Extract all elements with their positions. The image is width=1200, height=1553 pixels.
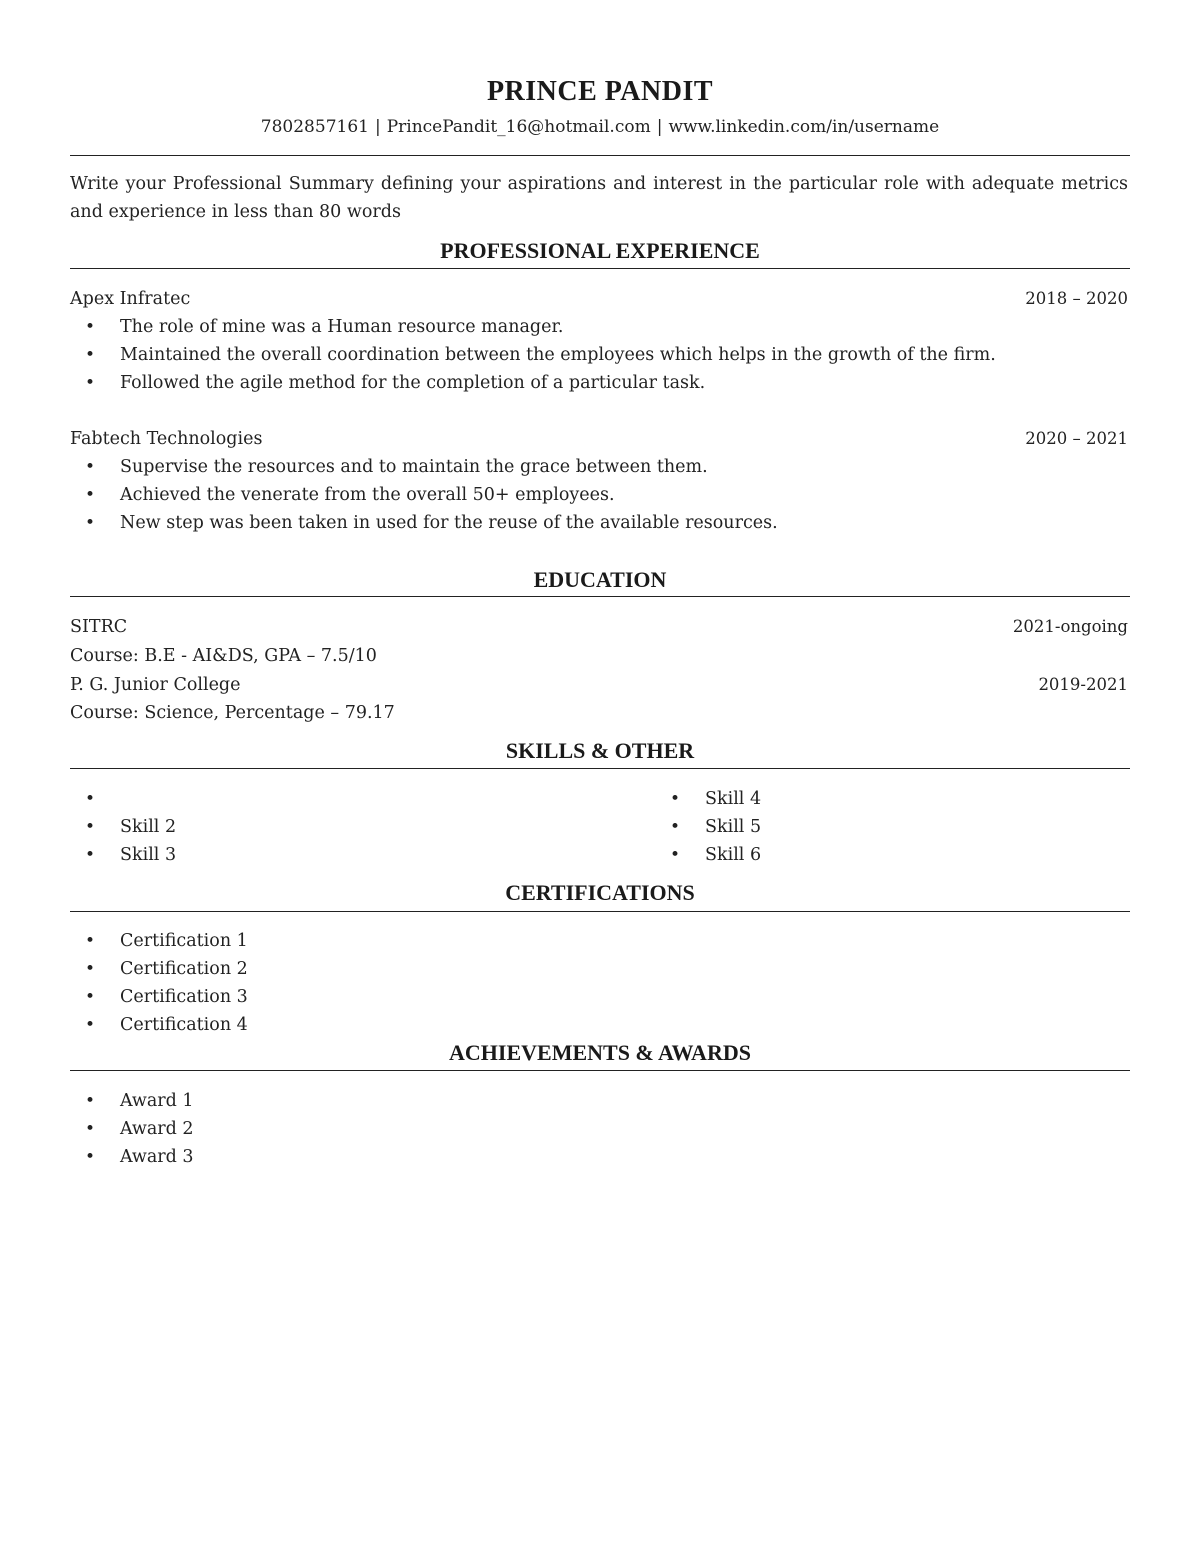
bullet-icon: • [85,345,96,365]
bullet-icon: • [670,789,681,809]
bullet-text: Maintained the overall coordination between the employees which helps in the growth of the firm. [120,345,996,365]
course-detail: Course: B.E - AI&DS, GPA – 7.5/10 [70,646,377,666]
contact-separator: | [374,117,381,137]
job-dates: 2020 – 2021 [1025,429,1128,448]
list-item [70,369,996,397]
list-item [70,813,176,841]
skills-list-left [70,785,176,869]
company-name: Fabtech Technologies [70,429,263,449]
section-divider [70,268,1130,269]
skill-text: Skill 2 [120,817,177,837]
email-address: PrincePandit_16@hotmail.com [386,117,651,137]
award-text: Award 3 [120,1147,194,1167]
job-dates: 2018 – 2020 [1025,289,1128,308]
certification-text: Certification 3 [120,987,248,1007]
list-item [70,841,176,869]
bullet-icon: • [85,317,96,337]
section-title-experience: PROFESSIONAL EXPERIENCE [440,238,760,263]
school-name: SITRC [70,617,128,637]
list-item [70,453,778,481]
list-item [70,1115,194,1143]
candidate-name: PRINCE PANDIT [486,76,714,107]
list-item [655,813,761,841]
job-bullets [70,453,778,537]
awards-list [70,1087,194,1171]
list-item [655,841,761,869]
bullet-text: Supervise the resources and to maintain the grace between them. [120,457,708,477]
list-item [70,1143,194,1171]
list-item [70,1087,194,1115]
bullet-icon: • [85,959,96,979]
award-text: Award 1 [120,1091,194,1111]
bullet-icon: • [670,845,681,865]
list-item [70,955,248,983]
section-title-awards: ACHIEVEMENTS & AWARDS [449,1040,751,1065]
bullet-icon: • [85,931,96,951]
section-divider [70,1070,1130,1071]
certification-text: Certification 2 [120,959,248,979]
skill-text: Skill 5 [705,817,762,837]
certification-text: Certification 1 [120,931,248,951]
bullet-icon: • [85,845,96,865]
award-text: Award 2 [120,1119,194,1139]
company-name: Apex Infratec [70,289,191,309]
bullet-icon: • [85,457,96,477]
contact-line [70,117,1130,137]
list-item [70,509,778,537]
bullet-icon: • [85,987,96,1007]
bullet-icon: • [85,373,96,393]
section-title-skills: SKILLS & OTHER [505,738,695,763]
bullet-icon: • [85,1091,96,1111]
certifications-list [70,927,248,1039]
bullet-icon: • [85,1015,96,1035]
list-item [70,313,996,341]
list-item [655,785,761,813]
phone-number: 7802857161 [260,117,369,137]
contact-separator: | [656,117,663,137]
section-divider [70,911,1130,912]
bullet-icon: • [85,513,96,533]
header-divider [70,155,1130,156]
skill-text: Skill 6 [705,845,762,865]
linkedin-url: www.linkedin.com/in/username [668,117,940,137]
bullet-text: New step was been taken in used for the reuse of the available resources. [120,513,778,533]
education-dates: 2019-2021 [1038,675,1128,694]
bullet-icon: • [85,817,96,837]
professional-summary: Write your Professional Summary defining your aspirations and interest in the particular role with adequate metrics and experience in less than 80 words [70,174,1128,222]
list-item [70,1011,248,1039]
bullet-icon: • [85,1119,96,1139]
bullet-icon: • [85,789,96,809]
list-item [70,341,996,369]
section-title-education: EDUCATION [533,567,667,592]
list-item [70,983,248,1011]
list-item [70,785,176,813]
education-dates: 2021-ongoing [1012,617,1128,636]
bullet-icon: • [85,1147,96,1167]
bullet-text: Followed the agile method for the completion of a particular task. [120,373,706,393]
skill-text: Skill 3 [120,845,177,865]
skill-text: Skill 4 [705,789,762,809]
bullet-text: The role of mine was a Human resource manager. [120,317,564,337]
certification-text: Certification 4 [120,1015,248,1035]
skills-list-right [655,785,761,869]
section-title-certifications: CERTIFICATIONS [505,880,695,905]
bullet-text: Achieved the venerate from the overall 50+ employees. [120,485,615,505]
job-bullets [70,313,996,397]
bullet-icon: • [85,485,96,505]
section-divider [70,596,1130,597]
school-name: P. G. Junior College [70,675,241,695]
list-item [70,481,778,509]
list-item [70,927,248,955]
section-divider [70,768,1130,769]
course-detail: Course: Science, Percentage – 79.17 [70,703,395,723]
bullet-icon: • [670,817,681,837]
